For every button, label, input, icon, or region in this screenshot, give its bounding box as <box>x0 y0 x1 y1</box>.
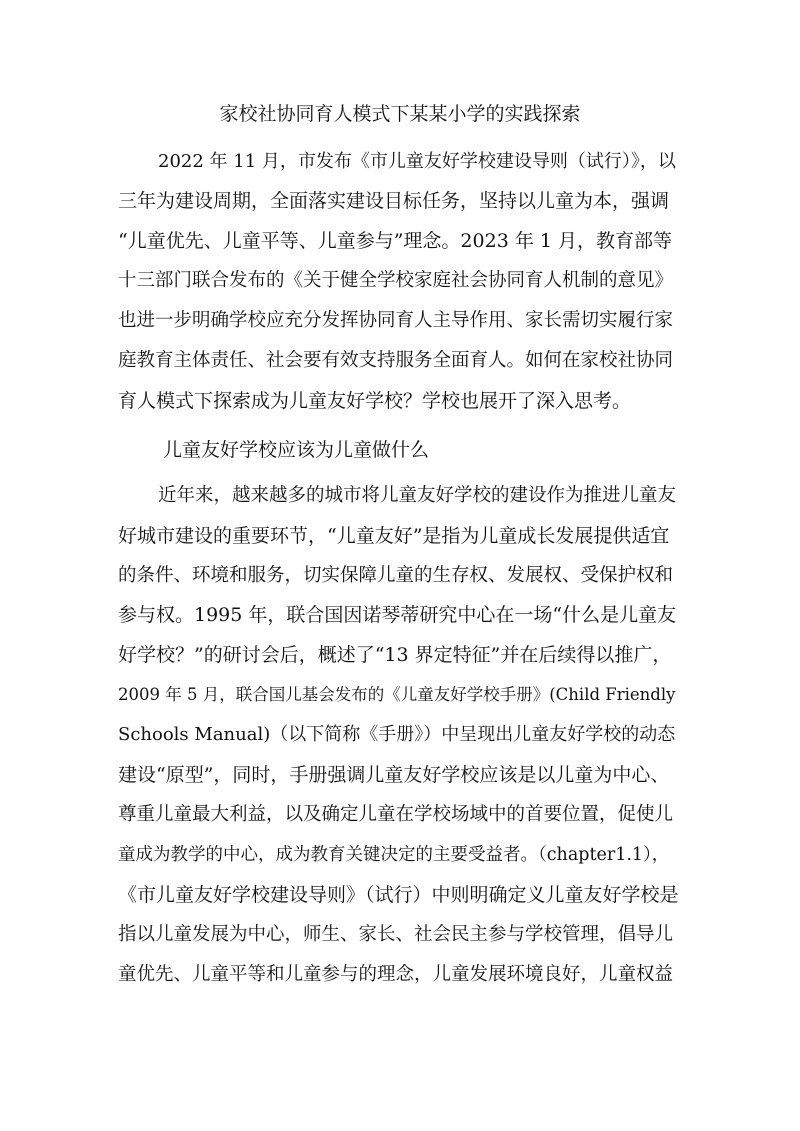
paragraph-text: 三年为建设周期，全面落实建设目标任务，坚持以儿童为本，强调 <box>118 190 670 212</box>
paragraph-text: Schools Manual)（以下简称《手册》）中呈现出儿童友好学校的动态 <box>118 724 676 745</box>
paragraph-text: 近年来，越来越多的城市将儿童友好学校的建设作为推进儿童友 <box>158 485 677 506</box>
paragraph-text: “儿童优先、儿童平等、儿童参与”理念。2023 年 1 月，教育部等 <box>118 230 672 252</box>
paragraph-text: 《市儿童友好学校建设导则》（试行）中则明确定义儿童友好学校是 <box>118 884 679 906</box>
paragraph-text: 庭教育主体责任、社会要有效支持服务全面育人。如何在家校社协同 <box>118 350 674 371</box>
paragraph-text: 2022 年 11 月，市发布《市儿童友好学校建设导则（试行）》，以 <box>158 151 676 172</box>
paragraph-text: 参与权。1995 年，联合国因诺琴蒂研究中心在一场“什么是儿童友 <box>118 604 677 626</box>
paragraph-text: 童优先、儿童平等和儿童参与的理念，儿童发展环境良好，儿童权益 <box>118 964 674 985</box>
paragraph-text: 十三部门联合发布的《关于健全学校家庭社会协同育人机制的意见》 <box>118 270 674 291</box>
paragraph-text: 童成为教学的中心，成为教育关键决定的主要受益者。（chapter1.1）， <box>118 845 670 865</box>
paragraph-text: 育人模式下探索成为儿童友好学校？学校也展开了深入思考。 <box>118 390 632 412</box>
paragraph-text: 好城市建设的重要环节，“儿童友好”是指为儿童成长发展提供适宜 <box>118 525 670 547</box>
section-heading: 儿童友好学校应该为儿童做什么 <box>163 439 430 461</box>
paragraph-text: 也进一步明确学校应充分发挥协同育人主导作用、家长需切实履行家 <box>118 310 674 331</box>
paragraph-text: 尊重儿童最大利益，以及确定儿童在学校场域中的首要位置，促使儿 <box>118 804 674 825</box>
paragraph-text: 指以儿童发展为中心，师生、家长、社会民主参与学校管理，倡导儿 <box>118 924 674 945</box>
paragraph-text: 的条件、环境和服务，切实保障儿童的生存权、发展权、受保护权和 <box>118 565 674 586</box>
document-title: 家校社协同育人模式下某某小学的实践探索 <box>219 103 581 125</box>
paragraph-text: 2009 年 5 月，联合国儿基会发布的《儿童友好学校手册》(Child Friendly <box>118 685 676 704</box>
paragraph-text: 建设“原型”，同时，手册强调儿童友好学校应该是以儿童为中心、 <box>118 764 670 786</box>
paragraph-text: 好学校？”的研讨会后，概述了“13 界定特征”并在后续得以推广， <box>118 644 672 666</box>
